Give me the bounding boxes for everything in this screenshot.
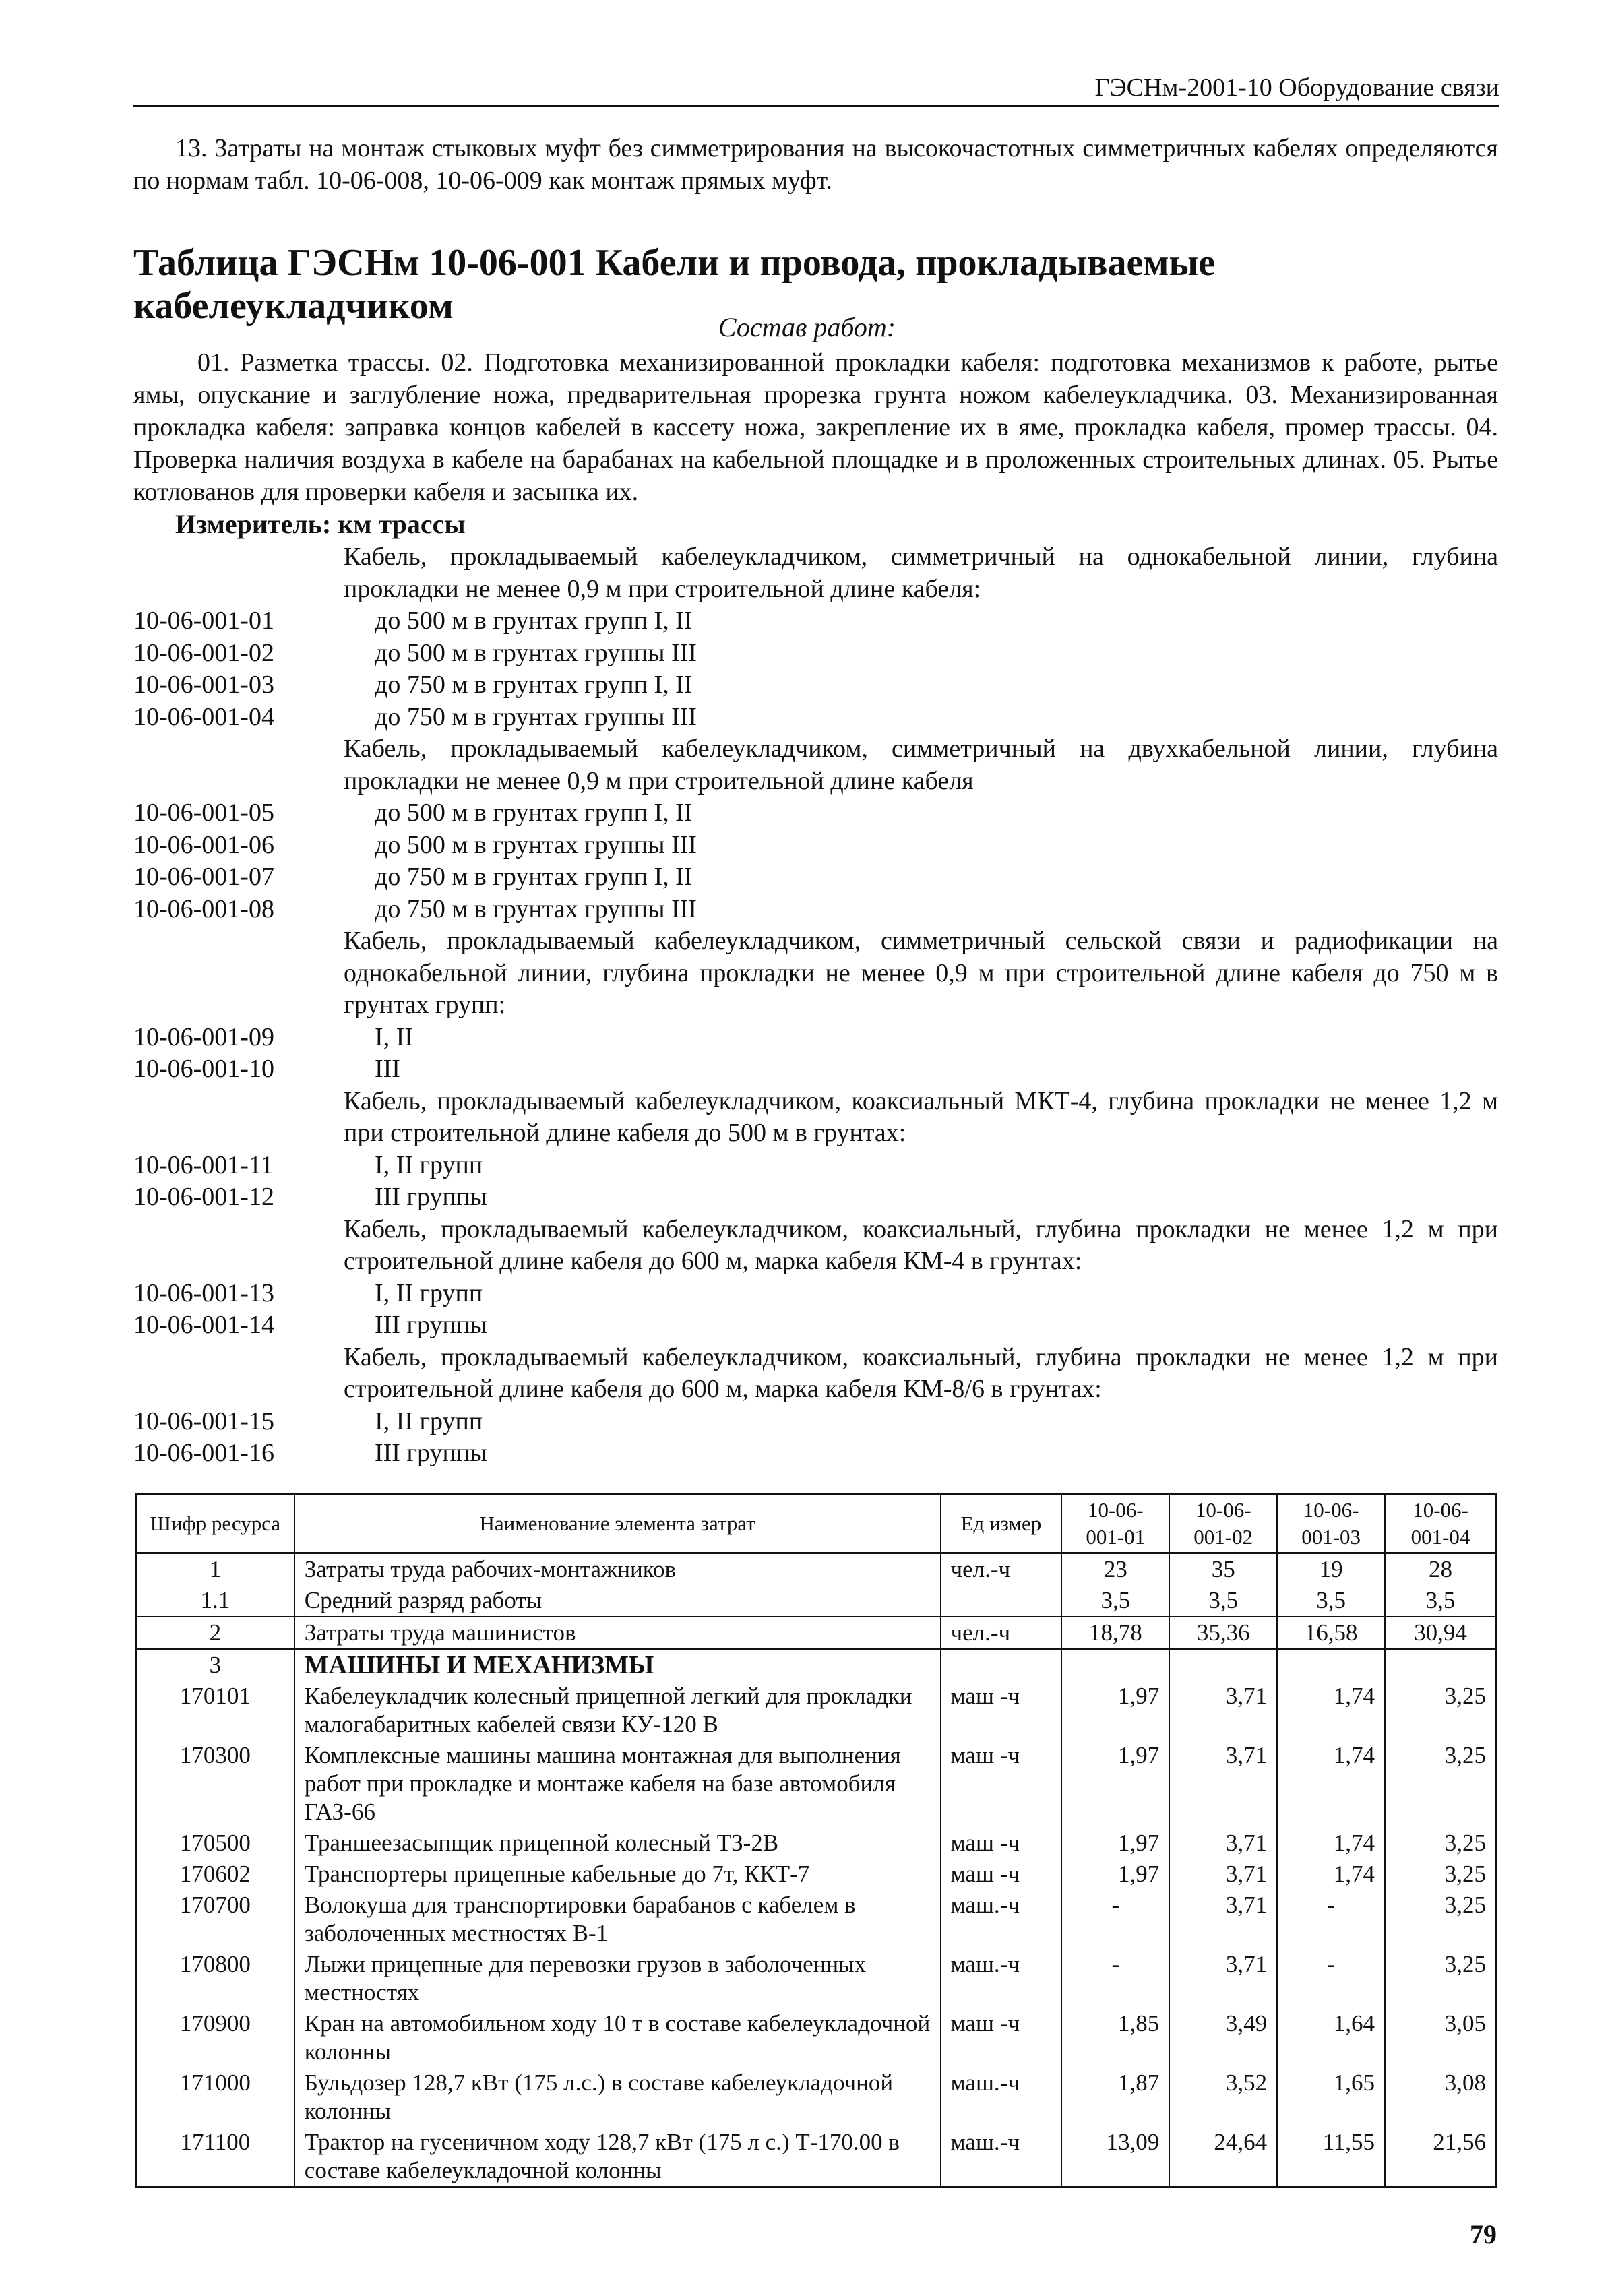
cell-value: 13,09 xyxy=(1061,2127,1169,2188)
col-header-unit: Ед измер xyxy=(941,1495,1062,1553)
cell-value: 3,05 xyxy=(1385,2008,1496,2068)
cell-code: 170602 xyxy=(136,1859,294,1890)
work-composition-title: Состав работ: xyxy=(718,312,896,342)
cell-name: Волокуша для транспортировки барабанов с кабелем в заболоченных местностях В-1 xyxy=(294,1890,941,1949)
cell-unit: маш.-ч xyxy=(941,2127,1062,2188)
cell-value: 3,5 xyxy=(1385,1585,1496,1617)
norm-item xyxy=(133,638,1498,670)
cell-value xyxy=(1169,1649,1277,1681)
cell-name: Лыжи прицепные для перевозки грузов в заболоченных местностях xyxy=(294,1949,941,2008)
norm-list xyxy=(133,541,1498,1470)
cell-value: 3,25 xyxy=(1385,1681,1496,1740)
table-row xyxy=(136,1649,1496,1681)
cell-code: 170700 xyxy=(136,1890,294,1949)
running-header: ГЭСНм-2001-10 Оборудование связи xyxy=(1094,73,1499,102)
cell-unit: маш.-ч xyxy=(941,1890,1062,1949)
cell-value: 3,49 xyxy=(1169,2008,1277,2068)
table-row xyxy=(136,1740,1496,1828)
norm-desc: до 750 м в грунтах групп I, II xyxy=(375,671,693,699)
cell-value: 18,78 xyxy=(1061,1617,1169,1649)
cell-value: 1,97 xyxy=(1061,1859,1169,1890)
cell-code: 170900 xyxy=(136,2008,294,2068)
cell-value: 3,71 xyxy=(1169,1828,1277,1859)
norm-code: 10-06-001-12 xyxy=(133,1183,274,1211)
table-row xyxy=(136,1949,1496,2008)
norm-code: 10-06-001-06 xyxy=(133,830,274,859)
cell-value xyxy=(1277,1649,1385,1681)
cell-code: 170101 xyxy=(136,1681,294,1740)
norm-code: 10-06-001-08 xyxy=(133,894,274,923)
norm-desc: III группы xyxy=(375,1439,487,1467)
cell-unit: чел.-ч xyxy=(941,1617,1062,1649)
table-row xyxy=(136,1553,1496,1586)
norm-item xyxy=(133,830,1498,862)
table-row xyxy=(136,2008,1496,2068)
norm-code: 10-06-001-02 xyxy=(133,638,274,667)
cell-unit: маш -ч xyxy=(941,1859,1062,1890)
cell-value: - xyxy=(1277,1890,1385,1949)
norm-code: 10-06-001-01 xyxy=(133,607,274,635)
norm-code: 10-06-001-15 xyxy=(133,1406,274,1435)
cell-value: 3,5 xyxy=(1277,1585,1385,1617)
cell-value: 11,55 xyxy=(1277,2127,1385,2188)
cell-value: 1,74 xyxy=(1277,1740,1385,1828)
cell-value: 23 xyxy=(1061,1553,1169,1586)
table-row xyxy=(136,2127,1496,2188)
norm-desc: до 750 м в грунтах группы III xyxy=(375,702,697,731)
table-row xyxy=(136,1890,1496,1949)
cell-name: Кран на автомобильном ходу 10 т в составе кабелеукладочной колонны xyxy=(294,2008,941,2068)
norm-code: 10-06-001-10 xyxy=(133,1055,274,1083)
norm-item xyxy=(133,861,1498,894)
col-header-norm-03: 10-06-001-03 xyxy=(1277,1495,1385,1553)
cell-name: Бульдозер 128,7 кВт (175 л.с.) в составе кабелеукладочной колонны xyxy=(294,2068,941,2127)
cell-value: 1,97 xyxy=(1061,1828,1169,1859)
cell-value: 3,71 xyxy=(1169,1949,1277,2008)
cell-name: Траншеезасыпщик прицепной колесный ТЗ-2В xyxy=(294,1828,941,1859)
cell-name: Кабелеукладчик колесный прицепной легкий для прокладки малогабаритных кабелей связи КУ-120 В xyxy=(294,1681,941,1740)
cell-code: 171000 xyxy=(136,2068,294,2127)
norm-item xyxy=(133,1406,1498,1438)
norm-desc: до 750 м в грунтах группы III xyxy=(375,894,697,923)
norm-item xyxy=(133,702,1498,734)
norm-item xyxy=(133,669,1498,702)
norm-item xyxy=(133,1053,1498,1086)
cell-value: 1,65 xyxy=(1277,2068,1385,2127)
table-row xyxy=(136,1859,1496,1890)
norm-code: 10-06-001-07 xyxy=(133,863,274,891)
measure-unit: Измеритель: км трассы xyxy=(175,509,466,539)
cell-value: 3,25 xyxy=(1385,1740,1496,1828)
cell-value: 3,25 xyxy=(1385,1828,1496,1859)
norm-desc: до 500 м в грунтах групп I, II xyxy=(375,607,693,635)
norm-code: 10-06-001-09 xyxy=(133,1022,274,1051)
group-description: Кабель, прокладываемый кабелеукладчиком, коаксиальный МКТ-4, глубина прокладки не менее 1,2 м при строительной длине кабеля до 500 м в грунтах: xyxy=(344,1086,1498,1147)
cell-name: Транспортеры прицепные кабельные до 7т, ККТ-7 xyxy=(294,1859,941,1890)
group-description: Кабель, прокладываемый кабелеукладчиком, симметричный сельской связи и радиофикации на однокабельной линии, глубина прокладки не менее 0,9 м при строительной длине кабеля до 750 м в грунтах групп: xyxy=(344,927,1498,1019)
norm-code: 10-06-001-16 xyxy=(133,1439,274,1467)
cell-name: Трактор на гусеничном ходу 128,7 кВт (175 л с.) Т-170.00 в составе кабелеукладочной колонны xyxy=(294,2127,941,2188)
table-row xyxy=(136,2068,1496,2127)
cell-value: - xyxy=(1277,1949,1385,2008)
norm-desc: I, II групп xyxy=(375,1150,483,1179)
cell-unit: маш -ч xyxy=(941,2008,1062,2068)
norm-desc: до 750 м в грунтах групп I, II xyxy=(375,863,693,891)
cell-value: 1,85 xyxy=(1061,2008,1169,2068)
norm-code: 10-06-001-13 xyxy=(133,1278,274,1307)
group-description: Кабель, прокладываемый кабелеукладчиком, симметричный на однокабельной линии, глубина прокладки не менее 0,9 м при строительной длине кабеля: xyxy=(344,542,1498,603)
table-row xyxy=(136,1681,1496,1740)
norm-desc: III группы xyxy=(375,1311,487,1339)
cell-value: 21,56 xyxy=(1385,2127,1496,2188)
cell-value xyxy=(1385,1649,1496,1681)
cell-value: 1,74 xyxy=(1277,1681,1385,1740)
norm-item xyxy=(133,1181,1498,1214)
col-header-norm-01: 10-06-001-01 xyxy=(1061,1495,1169,1553)
norm-item xyxy=(133,797,1498,830)
cell-value: 1,74 xyxy=(1277,1828,1385,1859)
cell-unit: маш -ч xyxy=(941,1740,1062,1828)
norm-desc: I, II xyxy=(375,1022,413,1051)
cell-name: Затраты труда рабочих-монтажников xyxy=(294,1553,941,1586)
cell-value: 35,36 xyxy=(1169,1617,1277,1649)
cell-value: 1,64 xyxy=(1277,2008,1385,2068)
cell-unit: маш -ч xyxy=(941,1828,1062,1859)
table-header-row xyxy=(136,1495,1496,1553)
norm-desc: до 500 м в грунтах группы III xyxy=(375,830,697,859)
cell-value: 24,64 xyxy=(1169,2127,1277,2188)
cell-code: 3 xyxy=(136,1649,294,1681)
table-row xyxy=(136,1828,1496,1859)
norm-item xyxy=(133,894,1498,926)
cell-code: 1.1 xyxy=(136,1585,294,1617)
cell-code: 2 xyxy=(136,1617,294,1649)
cell-value: 3,71 xyxy=(1169,1859,1277,1890)
cell-code: 170500 xyxy=(136,1828,294,1859)
col-header-code: Шифр ресурса xyxy=(136,1495,294,1553)
norm-desc: до 500 м в грунтах групп I, II xyxy=(375,799,693,827)
section-heading: МАШИНЫ И МЕХАНИЗМЫ xyxy=(294,1649,941,1681)
cell-value: 28 xyxy=(1385,1553,1496,1586)
norm-item xyxy=(133,1309,1498,1342)
col-header-norm-04: 10-06-001-04 xyxy=(1385,1495,1496,1553)
cell-value: 1,97 xyxy=(1061,1681,1169,1740)
cell-value: 1,74 xyxy=(1277,1859,1385,1890)
cell-unit xyxy=(941,1585,1062,1617)
norm-desc: I, II групп xyxy=(375,1406,483,1435)
norm-desc: до 500 м в грунтах группы III xyxy=(375,638,697,667)
cell-value: - xyxy=(1061,1949,1169,2008)
cell-unit: маш.-ч xyxy=(941,1949,1062,2008)
cell-unit xyxy=(941,1649,1062,1681)
cell-code: 170300 xyxy=(136,1740,294,1828)
norm-code: 10-06-001-14 xyxy=(133,1311,274,1339)
group-description: Кабель, прокладываемый кабелеукладчиком, симметричный на двухкабельной линии, глубина прокладки не менее 0,9 м при строительной длине кабеля xyxy=(344,735,1498,795)
table-row xyxy=(136,1585,1496,1617)
cell-name: Комплексные машины машина монтажная для выполнения работ при прокладке и монтаже кабеля на базе автомобиля ГАЗ-66 xyxy=(294,1740,941,1828)
norm-item xyxy=(133,1437,1498,1470)
cell-value xyxy=(1061,1649,1169,1681)
norm-code: 10-06-001-11 xyxy=(133,1150,274,1179)
cell-unit: маш.-ч xyxy=(941,2068,1062,2127)
norm-item xyxy=(133,1150,1498,1182)
norm-code: 10-06-001-03 xyxy=(133,671,274,699)
norm-item xyxy=(133,605,1498,638)
group-description: Кабель, прокладываемый кабелеукладчиком, коаксиальный, глубина прокладки не менее 1,2 м при строительной длине кабеля до 600 м, марка кабеля КМ-4 в грунтах: xyxy=(344,1214,1498,1275)
norm-desc: III xyxy=(375,1055,400,1083)
cell-value: 3,5 xyxy=(1169,1585,1277,1617)
table-title: Таблица ГЭСНм 10-06-001 Кабели и провода, прокладываемые кабелеукладчиком xyxy=(133,242,1216,327)
cell-value: 19 xyxy=(1277,1553,1385,1586)
cell-value: 1,87 xyxy=(1061,2068,1169,2127)
page-number: 79 xyxy=(1470,2219,1497,2250)
note-paragraph: 13. Затраты на монтаж стыковых муфт без симметрирования на высокочастотных симметричных кабелях определяются по нормам табл. 10-06-008, 10-06-009 как монтаж прямых муфт. xyxy=(133,134,1498,195)
col-header-name: Наименование элемента затрат xyxy=(294,1495,941,1553)
cell-value: 3,08 xyxy=(1385,2068,1496,2127)
norm-item xyxy=(133,1278,1498,1310)
cell-value: 3,52 xyxy=(1169,2068,1277,2127)
cell-code: 170800 xyxy=(136,1949,294,2008)
col-header-norm-02: 10-06-001-02 xyxy=(1169,1495,1277,1553)
cell-value: - xyxy=(1061,1890,1169,1949)
norm-desc: III группы xyxy=(375,1183,487,1211)
table-row xyxy=(136,1617,1496,1649)
cell-value: 3,71 xyxy=(1169,1681,1277,1740)
cell-value: 35 xyxy=(1169,1553,1277,1586)
cell-value: 1,97 xyxy=(1061,1740,1169,1828)
cell-value: 3,71 xyxy=(1169,1890,1277,1949)
cell-value: 3,5 xyxy=(1061,1585,1169,1617)
cell-name: Затраты труда машинистов xyxy=(294,1617,941,1649)
norm-desc: I, II групп xyxy=(375,1278,483,1307)
cell-code: 1 xyxy=(136,1553,294,1586)
cell-value: 30,94 xyxy=(1385,1617,1496,1649)
cell-name: Средний разряд работы xyxy=(294,1585,941,1617)
cell-value: 3,25 xyxy=(1385,1949,1496,2008)
cell-value: 16,58 xyxy=(1277,1617,1385,1649)
norm-item xyxy=(133,1022,1498,1054)
norm-code: 10-06-001-05 xyxy=(133,799,274,827)
group-description: Кабель, прокладываемый кабелеукладчиком, коаксиальный, глубина прокладки не менее 1,2 м при строительной длине кабеля до 600 м, марка кабеля КМ-8/6 в грунтах: xyxy=(344,1342,1498,1403)
cell-value: 3,71 xyxy=(1169,1740,1277,1828)
work-composition-text: 01. Разметка трассы. 02. Подготовка механизированной прокладки кабеля: подготовка механизмов к работе, рытье ямы, опускание и заглубление ножа, предварительная прорезка грунта ножом кабелеукладчика. 03. Механизированная прокладка кабеля: заправка концов кабелей в кассету ножа, закрепление их в яме, прокладка кабеля, промер трассы. 04. Проверка наличия воздуха в кабеле на барабанах на кабельной площадке и в проложенных строительных длинах. 05. Рытье котлованов для проверки кабеля и засыпка их. xyxy=(133,348,1498,506)
header-rule xyxy=(133,105,1499,107)
cell-value: 3,25 xyxy=(1385,1859,1496,1890)
cell-code: 171100 xyxy=(136,2127,294,2188)
cell-value: 3,25 xyxy=(1385,1890,1496,1949)
norm-code: 10-06-001-04 xyxy=(133,702,274,731)
resource-table xyxy=(135,1493,1497,2188)
cell-unit: маш -ч xyxy=(941,1681,1062,1740)
cell-unit: чел.-ч xyxy=(941,1553,1062,1586)
